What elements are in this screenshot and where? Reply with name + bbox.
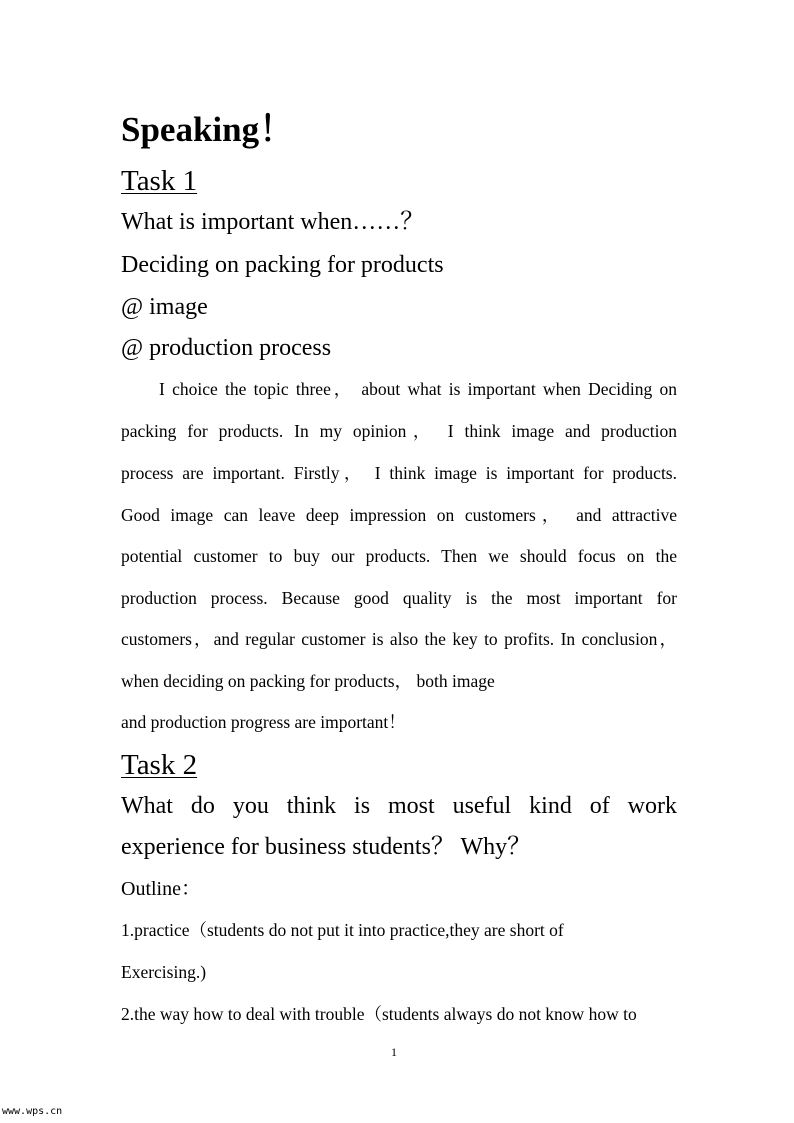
paragraph-line: packing for products. In my opinion， I think image and production <box>121 421 677 441</box>
paragraph-line: when deciding on packing for products， both image <box>121 671 495 691</box>
task2-heading: Task 2 <box>121 749 198 781</box>
paragraph-line: Good image can leave deep impression on customers， and attractive <box>121 505 677 525</box>
task1-point-image: @ image <box>121 294 208 320</box>
task1-topic: Deciding on packing for products <box>121 252 444 278</box>
paragraph-line: process are important. Firstly， I think image is important for products. <box>121 463 677 483</box>
paragraph-line: and production progress are important！ <box>121 712 406 732</box>
outline-line: 2.the way how to deal with trouble（students always do not know how to <box>121 1004 637 1024</box>
page-title: Speaking！ <box>121 110 295 149</box>
task2-question-line: What do you think is most useful kind of work <box>121 793 677 819</box>
paragraph-line: I choice the topic three， about what is important when Deciding on <box>159 379 677 399</box>
task2-question-line: experience for business students？ Why？ <box>121 834 532 860</box>
outline-line: 1.practice（students do not put it into practice,they are short of <box>121 920 564 940</box>
paragraph-line: customers，and regular customer is also the key to profits. In conclusion， <box>121 629 677 649</box>
task1-question: What is important when……？ <box>121 209 425 235</box>
watermark: www.wps.cn <box>2 1106 63 1117</box>
outline-label: Outline： <box>121 878 201 900</box>
paragraph-line: potential customer to buy our products. Then we should focus on the <box>121 546 677 566</box>
task1-point-production: @ production process <box>121 335 332 361</box>
page-number: 1 <box>391 1045 397 1059</box>
outline-line: Exercising.) <box>121 962 207 982</box>
task1-heading: Task 1 <box>121 165 198 197</box>
paragraph-line: production process. Because good quality is the most important for <box>121 588 677 608</box>
